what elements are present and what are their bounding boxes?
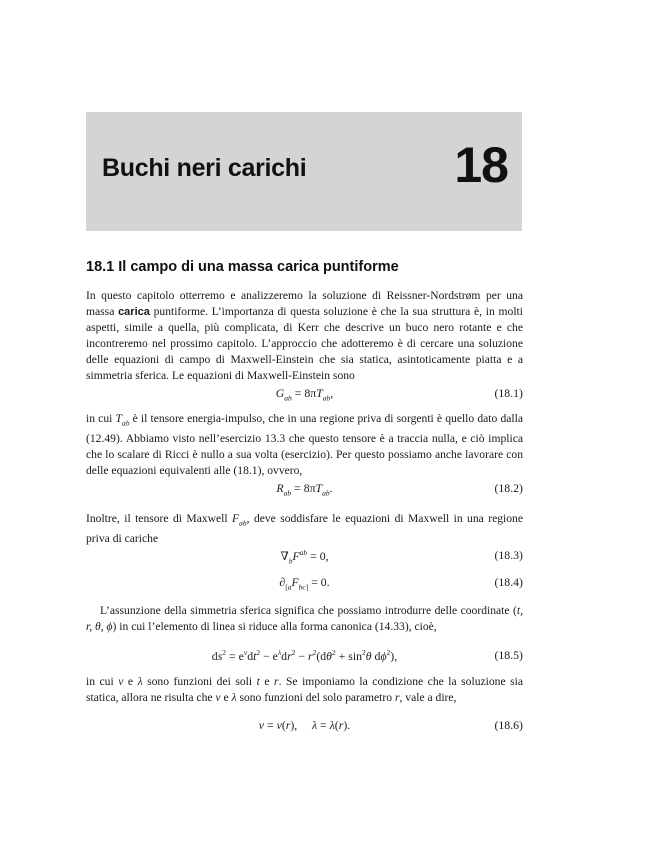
equation-body: $ds^2 = e^\nu dt^2 - e^\lambda dr^2 - r^2(d\theta^2 + \sin^2\theta$ $d\phi^2$), [211, 648, 398, 663]
equation-18-3 [86, 548, 523, 566]
equation-body: $G_{ab} = 8\pi T_{ab}$, [275, 386, 334, 403]
equation-number: (18.1) [494, 386, 523, 400]
equation-18-6 [86, 718, 523, 736]
paragraph-maxwell-tensor: Inoltre, il tensore di Maxwell $F_{ab}$, deve soddisfare le equazioni di Maxwell in una regione priva di cariche [86, 512, 523, 546]
equation-body: $\partial_{[a}F_{bc]} = 0$. [279, 575, 330, 592]
equation-18-2 [86, 481, 523, 499]
paragraph-energy-tensor: in cui $T_{ab}$ è il tensore energia-impulso, che in una regione priva di sorgenti è quello dato dalla (12.49). Abbiamo visto nell’esercizio 13.3 che questo tensore è a traccia nulla, e ciò implica che lo scalare di Ricci è nullo a sua volta (esercizio). Per questo possiamo anche lavorare con delle equazioni equivalenti alle (18.1), ovvero, [86, 412, 523, 478]
equation-18-5 [86, 648, 523, 666]
chapter-header-box [86, 112, 522, 231]
paragraph-spherical-symmetry: L’assunzione della simmetria sferica significa che possiamo introdurre delle coordinate (t, r, θ, ϕ) in cui l’elemento di linea si riduce alla forma canonica (14.33), cioè, [86, 604, 523, 633]
equation-number: (18.4) [494, 575, 523, 589]
equation-number: (18.2) [494, 481, 523, 495]
bold-word: carica [118, 306, 150, 318]
chapter-title: Buchi neri carichi [102, 154, 307, 182]
equation-body: $R_{ab} = 8\pi T_{ab}$. [276, 481, 333, 498]
chapter-number: 18 [454, 137, 508, 193]
equation-number: (18.6) [494, 718, 523, 732]
paragraph-intro: In questo capitolo otterremo e analizzeremo la soluzione di Reissner-Nordstrøm per una massa carica puntiforme. L’importanza di questa soluzione è che la sua struttura è, in molti aspetti, simile a quella, più complicata, di Kerr che descrive un buco nero rotante e che incontreremo nel prossimo capitolo. L’approccio che adotteremo è di cercare una soluzione delle equazioni di campo di Maxwell-Einstein che sia statica, asintoticamente piatta e a simmetria sferica. Le equazioni di Maxwell-Einstein sono [86, 289, 523, 382]
equation-body: $\nabla_bF^{ab} = 0$, [280, 548, 329, 566]
equation-number: (18.3) [494, 548, 523, 562]
equation-18-4 [86, 575, 523, 593]
paragraph-static-condition: in cui ν e λ sono funzioni dei soli t e r. Se imponiamo la condizione che la soluzione sia statica, allora ne risulta che ν e λ sono funzioni del solo parametro r, vale a dire, [86, 675, 523, 704]
equation-body: ν = ν(r), λ = λ(r). [258, 718, 351, 732]
equation-18-1 [86, 386, 523, 404]
equation-number: (18.5) [494, 648, 523, 662]
section-heading: 18.1 Il campo di una massa carica puntiforme [86, 259, 399, 275]
